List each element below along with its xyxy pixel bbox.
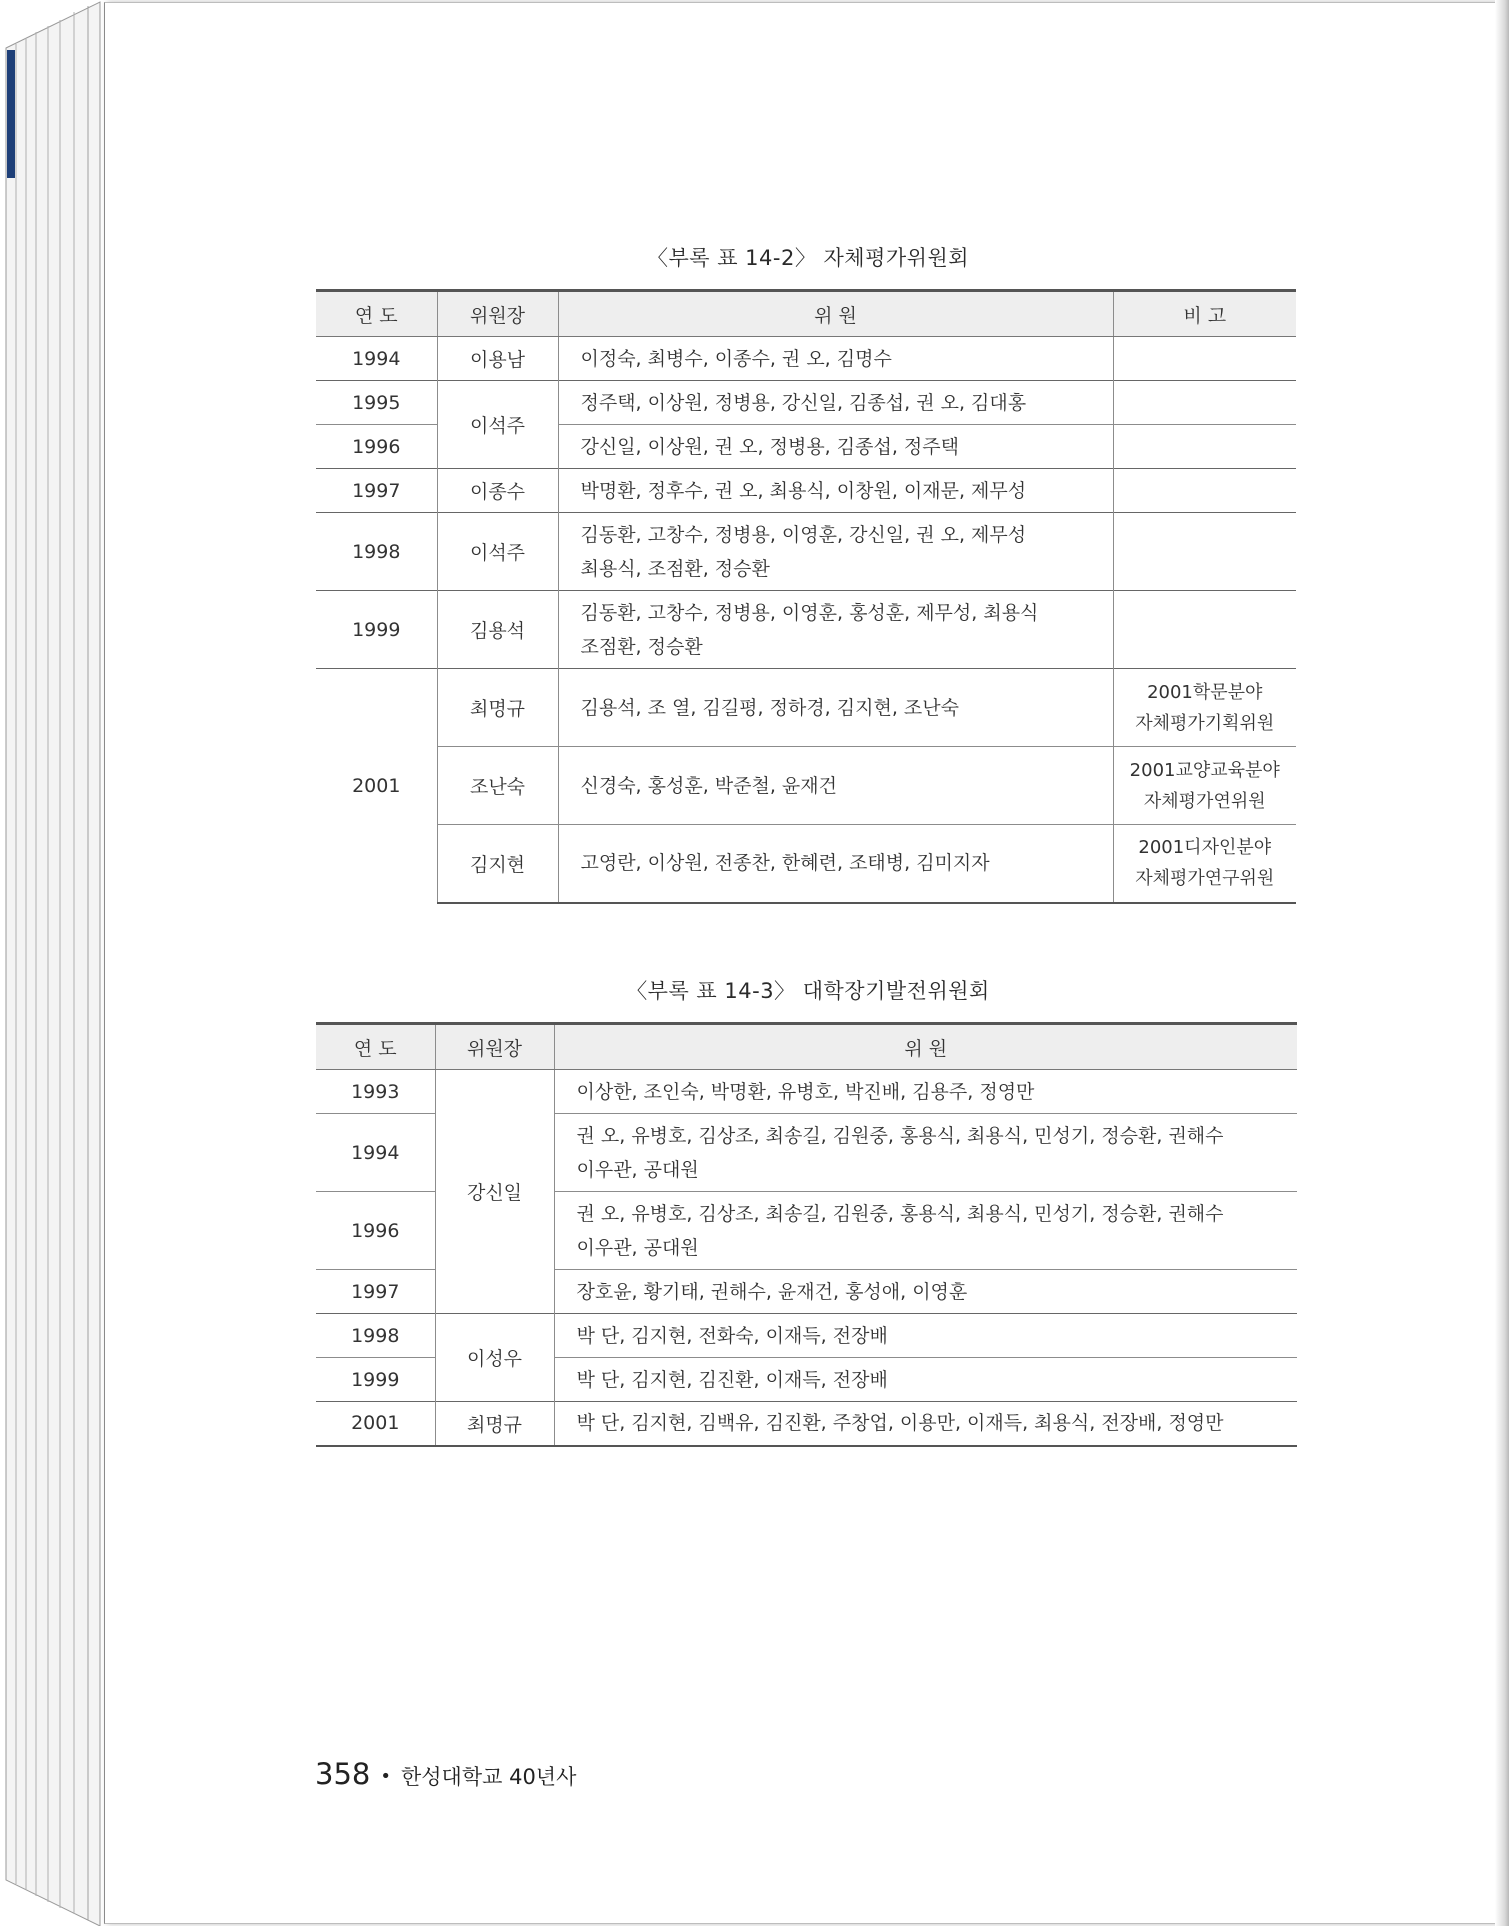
members-cell bbox=[554, 1114, 1297, 1192]
chair-cell: 최명규 bbox=[435, 1402, 554, 1446]
note-cell bbox=[1113, 825, 1296, 903]
chair-cell: 이성우 bbox=[435, 1314, 554, 1402]
members-cell: 이상한, 조인숙, 박명환, 유병호, 박진배, 김용주, 정영만 bbox=[554, 1070, 1297, 1114]
note-cell bbox=[1113, 425, 1296, 469]
table-row bbox=[316, 591, 1296, 669]
year-cell: 1995 bbox=[316, 381, 437, 425]
members-cell: 고영란, 이상원, 전종찬, 한혜련, 조태병, 김미지자 bbox=[558, 825, 1113, 903]
members-cell: 이정숙, 최병수, 이종수, 권 오, 김명수 bbox=[558, 337, 1113, 381]
members-cell: 신경숙, 홍성훈, 박준철, 윤재건 bbox=[558, 747, 1113, 825]
note-cell bbox=[1113, 591, 1296, 669]
note-cell bbox=[1113, 747, 1296, 825]
header-chair: 위원장 bbox=[437, 291, 558, 337]
year-cell: 2001 bbox=[316, 1402, 435, 1446]
table-14-3 bbox=[316, 1022, 1297, 1447]
table-header-row bbox=[316, 1024, 1297, 1070]
page-footer bbox=[315, 1757, 576, 1791]
members-cell: 김용석, 조 열, 김길평, 정하경, 김지현, 조난숙 bbox=[558, 669, 1113, 747]
year-cell: 2001 bbox=[316, 669, 437, 903]
year-cell: 1994 bbox=[316, 1114, 435, 1192]
members-line: 권 오, 유병호, 김상조, 최송길, 김원중, 홍용식, 최용식, 민성기, 정승환, 권해수 bbox=[576, 1202, 1224, 1225]
year-cell: 1998 bbox=[316, 1314, 435, 1358]
members-line: 최용식, 조점환, 정승환 bbox=[580, 557, 770, 580]
note-line: 자체평가연위원 bbox=[1143, 790, 1266, 812]
table-row bbox=[316, 1314, 1297, 1358]
chair-cell: 이석주 bbox=[437, 381, 558, 469]
year-cell: 1998 bbox=[316, 513, 437, 591]
year-cell: 1999 bbox=[316, 1358, 435, 1402]
members-line: 권 오, 유병호, 김상조, 최송길, 김원중, 홍용식, 최용식, 민성기, 정승환, 권해수 bbox=[576, 1124, 1224, 1147]
note-line: 2001학문분야 bbox=[1147, 681, 1263, 703]
note-line: 2001디자인분야 bbox=[1138, 837, 1272, 859]
year-cell: 1993 bbox=[316, 1070, 435, 1114]
table-row bbox=[316, 1070, 1297, 1114]
note-cell bbox=[1113, 469, 1296, 513]
year-cell: 1996 bbox=[316, 1192, 435, 1270]
header-chair: 위원장 bbox=[435, 1024, 554, 1070]
members-cell: 정주택, 이상원, 정병용, 강신일, 김종섭, 권 오, 김대홍 bbox=[558, 381, 1113, 425]
header-year: 연 도 bbox=[316, 1024, 435, 1070]
members-cell bbox=[554, 1192, 1297, 1270]
note-line: 자체평가기획위원 bbox=[1135, 712, 1275, 734]
table-row bbox=[316, 381, 1296, 425]
note-line: 자체평가연구위원 bbox=[1135, 868, 1275, 890]
table-row bbox=[316, 337, 1296, 381]
header-year: 연 도 bbox=[316, 291, 437, 337]
table-14-2-title: 〈부록 표 14-2〉 자체평가위원회 bbox=[646, 246, 970, 270]
book-title: 한성대학교 40년사 bbox=[400, 1765, 577, 1789]
members-cell: 박 단, 김지현, 김백유, 김진환, 주창업, 이용만, 이재득, 최용식, 전장배, 정영만 bbox=[554, 1402, 1297, 1446]
chair-cell: 이석주 bbox=[437, 513, 558, 591]
members-cell: 장호윤, 황기태, 권해수, 윤재건, 홍성애, 이영훈 bbox=[554, 1270, 1297, 1314]
header-note: 비 고 bbox=[1113, 291, 1296, 337]
book-edge-decoration bbox=[0, 0, 110, 1926]
table-14-3-title: 〈부록 표 14-3〉 대학장기발전위원회 bbox=[626, 979, 990, 1003]
table-row bbox=[316, 825, 1296, 903]
year-cell: 1999 bbox=[316, 591, 437, 669]
members-cell: 박 단, 김지현, 전화숙, 이재득, 전장배 bbox=[554, 1314, 1297, 1358]
members-line: 이우관, 공대원 bbox=[576, 1236, 699, 1259]
chair-cell: 이종수 bbox=[437, 469, 558, 513]
chair-cell: 이용남 bbox=[437, 337, 558, 381]
note-cell bbox=[1113, 381, 1296, 425]
header-members: 위 원 bbox=[558, 291, 1113, 337]
chair-cell: 김용석 bbox=[437, 591, 558, 669]
table-14-2 bbox=[316, 289, 1296, 904]
members-line: 이우관, 공대원 bbox=[576, 1158, 699, 1181]
year-cell: 1994 bbox=[316, 337, 437, 381]
table-row bbox=[316, 469, 1296, 513]
table-row bbox=[316, 1402, 1297, 1446]
header-members: 위 원 bbox=[554, 1024, 1297, 1070]
chair-cell: 조난숙 bbox=[437, 747, 558, 825]
members-cell: 강신일, 이상원, 권 오, 정병용, 김종섭, 정주택 bbox=[558, 425, 1113, 469]
members-cell: 박명환, 정후수, 권 오, 최용식, 이창원, 이재문, 제무성 bbox=[558, 469, 1113, 513]
chair-cell: 김지현 bbox=[437, 825, 558, 903]
note-line: 2001교양교육분야 bbox=[1129, 759, 1280, 781]
year-cell: 1997 bbox=[316, 469, 437, 513]
table-row bbox=[316, 513, 1296, 591]
table-row bbox=[316, 747, 1296, 825]
table-header-row bbox=[316, 291, 1296, 337]
members-cell bbox=[558, 591, 1113, 669]
members-line: 김동환, 고창수, 정병용, 이영훈, 강신일, 권 오, 제무성 bbox=[580, 523, 1027, 546]
members-line: 조점환, 정승환 bbox=[580, 635, 703, 658]
members-cell bbox=[558, 513, 1113, 591]
note-cell bbox=[1113, 669, 1296, 747]
chair-cell: 강신일 bbox=[435, 1070, 554, 1314]
page-number: 358 bbox=[315, 1757, 371, 1791]
table-row bbox=[316, 669, 1296, 747]
members-line: 김동환, 고창수, 정병용, 이영훈, 홍성훈, 제무성, 최용식 bbox=[580, 601, 1039, 624]
year-cell: 1996 bbox=[316, 425, 437, 469]
bullet-separator: • bbox=[380, 1765, 391, 1787]
note-cell bbox=[1113, 337, 1296, 381]
year-cell: 1997 bbox=[316, 1270, 435, 1314]
page-edge-shadow bbox=[1495, 0, 1509, 1926]
chair-cell: 최명규 bbox=[437, 669, 558, 747]
note-cell bbox=[1113, 513, 1296, 591]
members-cell: 박 단, 김지현, 김진환, 이재득, 전장배 bbox=[554, 1358, 1297, 1402]
